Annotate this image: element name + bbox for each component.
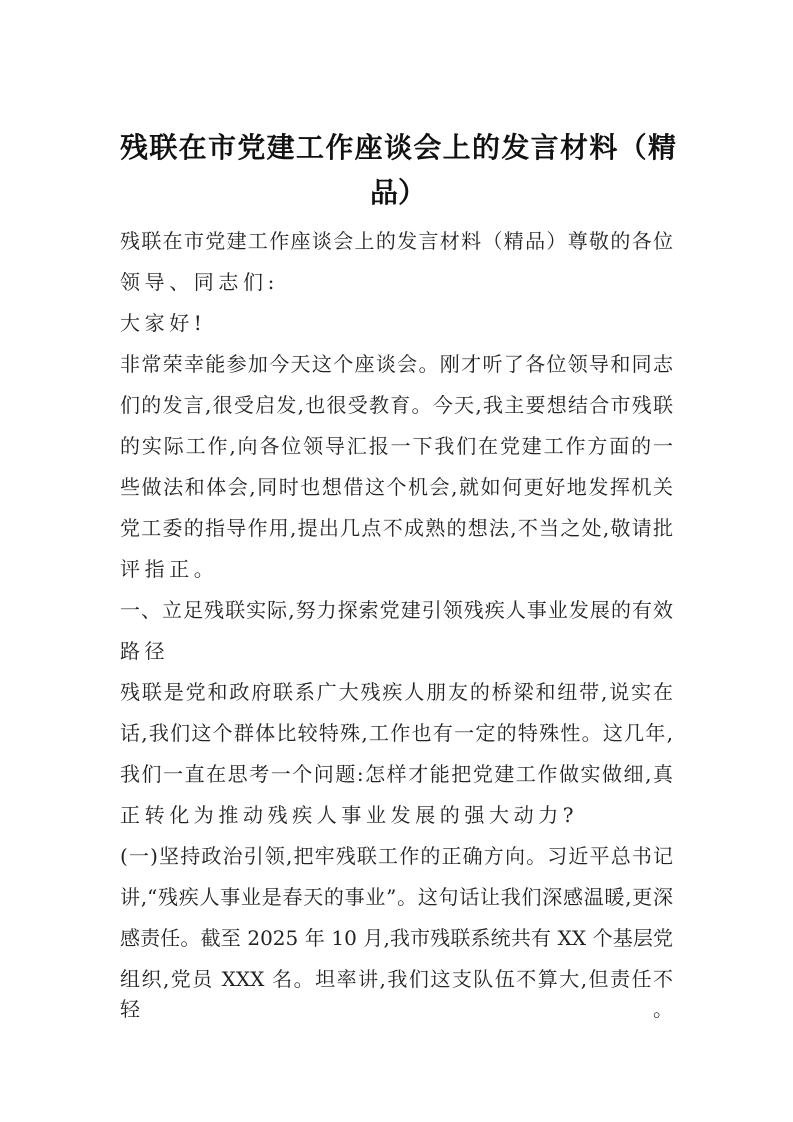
body-line: 路径 — [120, 639, 170, 663]
body-line: 非常荣幸能参加今天这个座谈会。刚才听了各位领导和同志 — [120, 352, 673, 376]
body-line: 讲,“残疾人事业是春天的事业”。这句话让我们深感温暖,更深 — [120, 885, 673, 909]
body-line: 我们一直在思考一个问题:怎样才能把党建工作做实做细,真 — [120, 762, 673, 786]
body-line: 话,我们这个群体比较特殊,工作也有一定的特殊性。这几年, — [120, 721, 673, 745]
body-line: 大家好! — [120, 311, 207, 335]
document-title-line-1: 残联在市党建工作座谈会上的发言材料（精 — [120, 131, 676, 164]
body-line: 残联是党和政府联系广大残疾人朋友的桥梁和纽带,说实在 — [120, 680, 673, 704]
body-line: 党工委的指导作用,提出几点不成熟的想法,不当之处,敬请批 — [120, 516, 673, 540]
body-line: 感责任。截至 2025 年 10 月,我市残联系统共有 XX 个基层党 — [120, 926, 673, 950]
body-line: 残联在市党建工作座谈会上的发言材料（精品）尊敬的各位 — [120, 229, 673, 253]
document-title-line-2: 品） — [369, 176, 426, 209]
body-line: 正转化为推动残疾人事业发展的强大动力? — [120, 803, 579, 827]
body-line: 领导、同志们: — [120, 270, 279, 294]
body-line: 一、立足残联实际,努力探索党建引领残疾人事业发展的有效 — [120, 598, 673, 622]
body-line: 些做法和体会,同时也想借这个机会,就如何更好地发挥机关 — [120, 475, 673, 499]
body-line: 们的发言,很受启发,也很受教育。今天,我主要想结合市残联 — [120, 393, 673, 417]
body-line: 的实际工作,向各位领导汇报一下我们在党建工作方面的一 — [120, 434, 673, 458]
body-line: (一)坚持政治引领,把牢残联工作的正确方向。习近平总书记 — [120, 844, 673, 868]
body-line: 评指正。 — [120, 557, 219, 581]
body-line: 组织,党员 XXX 名。坦率讲,我们这支队伍不算大,但责任不轻。 — [120, 967, 673, 1021]
